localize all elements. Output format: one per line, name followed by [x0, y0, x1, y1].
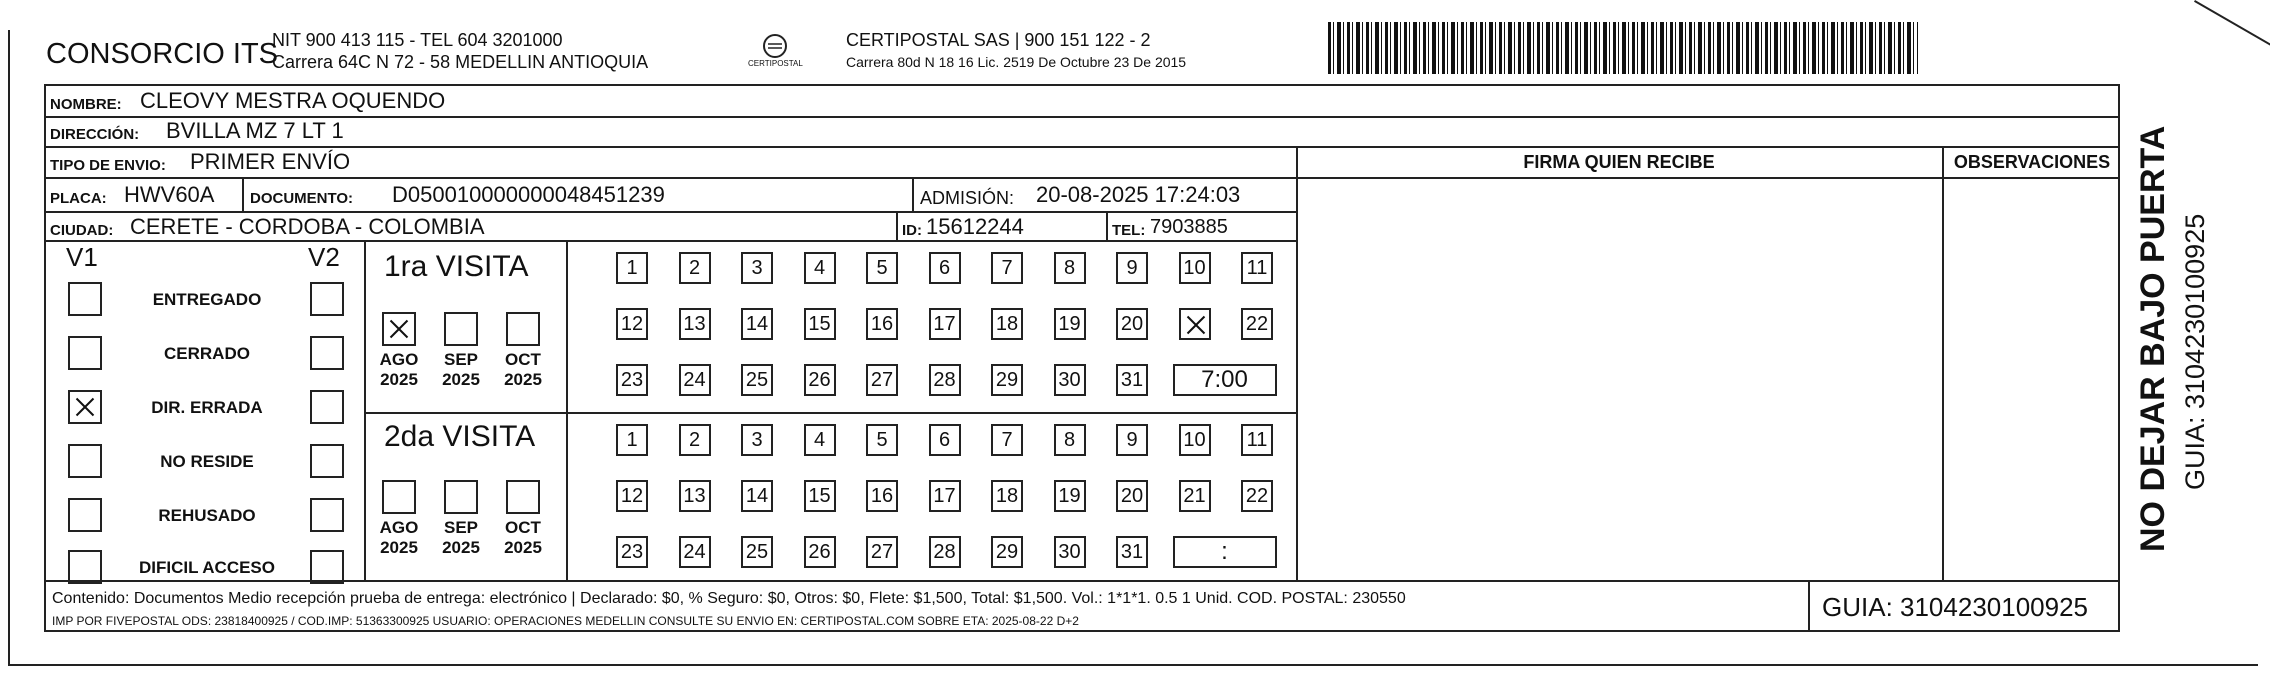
day-box[interactable]: 17 [929, 480, 961, 512]
day-box[interactable]: 24 [679, 536, 711, 568]
company-nit: NIT 900 413 115 - TEL 604 3201000 [272, 30, 563, 50]
day-box[interactable]: 3 [741, 252, 773, 284]
day-box[interactable]: 2 [679, 424, 711, 456]
month-checkbox[interactable] [444, 312, 478, 346]
day-box[interactable]: 31 [1116, 536, 1148, 568]
visita1-title: 1ra VISITA [384, 250, 529, 283]
footer-imp: IMP POR FIVEPOSTAL ODS: 23818400925 / COD.IMP: 51363300925 USUARIO: OPERACIONES MEDELLIN CONSULTE SU ENVIO EN: CERTIPOSTAL.COM SOBRE ETA: 2025-08-22 D+2 [52, 614, 1079, 628]
id-label: ID: [902, 222, 922, 239]
day-box[interactable]: 16 [866, 480, 898, 512]
day-box[interactable]: 22 [1241, 308, 1273, 340]
status-option-label: CERRADO [164, 344, 250, 363]
tel-label: TEL: [1112, 222, 1146, 239]
certipostal-logo-icon [740, 32, 810, 72]
side-guia: GUIA: 3104230100925 [2180, 213, 2210, 490]
v2-checkbox[interactable] [310, 282, 344, 316]
day-box[interactable]: 2 [679, 252, 711, 284]
tipo-value: PRIMER ENVÍO [190, 149, 351, 174]
visita2-title: 2da VISITA [384, 420, 536, 453]
day-box[interactable]: 7 [991, 252, 1023, 284]
day-box[interactable]: 9 [1116, 252, 1148, 284]
month-checkbox[interactable] [506, 480, 540, 514]
v1-checkbox[interactable] [68, 550, 102, 584]
day-box[interactable]: 8 [1054, 252, 1086, 284]
status-option-label: DIFICIL ACCESO [138, 558, 275, 577]
status-option-label: ENTREGADO [152, 290, 262, 309]
direccion-label: DIRECCIÓN: [50, 126, 140, 143]
day-box[interactable]: 31 [1116, 364, 1148, 396]
day-box[interactable]: 27 [866, 536, 898, 568]
nombre-value: CLEOVY MESTRA OQUENDO [140, 88, 446, 113]
day-box[interactable]: 14 [741, 308, 773, 340]
year-label: 2025 [442, 370, 480, 389]
v1-header: V1 [66, 242, 98, 272]
v2-checkbox[interactable] [310, 336, 344, 370]
year-label: 2025 [380, 538, 418, 557]
direccion-value: BVILLA MZ 7 LT 1 [166, 118, 344, 143]
month-label: SEP [443, 350, 479, 369]
day-box[interactable]: 9 [1116, 424, 1148, 456]
observaciones-header: OBSERVACIONES [1953, 152, 2111, 172]
year-label: 2025 [380, 370, 418, 389]
day-box[interactable]: 5 [866, 424, 898, 456]
placa-label: PLACA: [50, 190, 107, 207]
day-box[interactable]: 6 [929, 424, 961, 456]
day-box[interactable]: 20 [1116, 308, 1148, 340]
status-option-label: DIR. ERRADA [151, 398, 263, 417]
day-box[interactable]: 21 [1179, 480, 1211, 512]
col-divider [242, 177, 244, 211]
v2-checkbox[interactable] [310, 444, 344, 478]
month-label: SEP [443, 518, 479, 537]
year-label: 2025 [504, 370, 542, 389]
day-box[interactable]: 23 [616, 536, 648, 568]
ciudad-value: CERETE - CORDOBA - COLOMBIA [130, 214, 485, 239]
day-box[interactable]: 30 [1054, 364, 1086, 396]
day-box[interactable]: 8 [1054, 424, 1086, 456]
time-box[interactable]: : [1173, 536, 1277, 568]
v1-checkbox[interactable] [68, 444, 102, 478]
day-box[interactable] [1179, 308, 1211, 340]
day-box[interactable]: 27 [866, 364, 898, 396]
day-box[interactable]: 1 [616, 424, 648, 456]
nombre-label: NOMBRE: [50, 96, 122, 113]
row-divider [44, 211, 1296, 213]
col-divider [1106, 211, 1108, 240]
month-checkbox[interactable] [382, 312, 416, 346]
status-option-label: NO RESIDE [160, 452, 254, 471]
tipo-label: TIPO DE ENVIO: [50, 157, 166, 174]
col-divider [364, 240, 366, 580]
admision-value: 20-08-2025 17:24:03 [1036, 182, 1241, 207]
v1-checkbox[interactable] [68, 282, 102, 316]
day-box[interactable]: 14 [741, 480, 773, 512]
day-box[interactable]: 19 [1054, 308, 1086, 340]
col-divider [912, 177, 914, 211]
day-box[interactable]: 28 [929, 536, 961, 568]
row-divider [44, 116, 2120, 118]
firma-header: FIRMA QUIEN RECIBE [1523, 152, 1715, 172]
day-box[interactable]: 11 [1241, 424, 1273, 456]
month-label: OCT [505, 350, 541, 369]
day-box[interactable]: 3 [741, 424, 773, 456]
company-name: CONSORCIO ITS [46, 38, 279, 70]
ciudad-label: CIUDAD: [50, 222, 114, 239]
day-box[interactable]: 10 [1179, 424, 1211, 456]
v1-checkbox[interactable] [68, 498, 102, 532]
day-box[interactable]: 28 [929, 364, 961, 396]
time-box[interactable]: 7:00 [1173, 364, 1277, 396]
day-box[interactable]: 29 [991, 536, 1023, 568]
day-box[interactable]: 15 [804, 308, 836, 340]
status-option-label: REHUSADO [158, 506, 256, 525]
col-divider [1942, 146, 1944, 580]
v1-checkbox[interactable] [68, 336, 102, 370]
month-checkbox[interactable] [382, 480, 416, 514]
day-box[interactable]: 17 [929, 308, 961, 340]
day-box[interactable]: 12 [616, 480, 648, 512]
admision-label: ADMISIÓN: [920, 188, 1015, 208]
certipostal-address: Carrera 80d N 18 16 Lic. 2519 De Octubre 23 De 2015 [846, 54, 1187, 70]
day-box[interactable]: 4 [804, 252, 836, 284]
row-divider [364, 412, 1296, 414]
day-box[interactable]: 22 [1241, 480, 1273, 512]
left-frame-line [8, 30, 10, 664]
id-value: 15612244 [926, 214, 1024, 239]
v1-checkbox[interactable] [68, 390, 102, 424]
row-divider [44, 146, 2120, 148]
day-box[interactable]: 30 [1054, 536, 1086, 568]
v2-checkbox[interactable] [310, 390, 344, 424]
col-divider [1296, 146, 1298, 580]
day-box[interactable]: 29 [991, 364, 1023, 396]
day-box[interactable]: 10 [1179, 252, 1211, 284]
day-box[interactable]: 18 [991, 480, 1023, 512]
day-box[interactable]: 26 [804, 536, 836, 568]
v2-checkbox[interactable] [310, 498, 344, 532]
v2-checkbox[interactable] [310, 550, 344, 584]
row-divider [44, 240, 1296, 242]
day-box[interactable]: 7 [991, 424, 1023, 456]
month-checkbox[interactable] [506, 312, 540, 346]
month-label: AGO [379, 350, 419, 369]
footer-guia: GUIA: 3104230100925 [1822, 592, 2088, 622]
row-divider [44, 177, 1296, 179]
month-label: OCT [505, 518, 541, 537]
day-box[interactable]: 25 [741, 364, 773, 396]
row-divider [1296, 177, 2120, 179]
day-box[interactable]: 23 [616, 364, 648, 396]
documento-value: D050010000000048451239 [392, 182, 665, 207]
day-box[interactable]: 20 [1116, 480, 1148, 512]
day-box[interactable]: 15 [804, 480, 836, 512]
documento-label: DOCUMENTO: [250, 190, 354, 207]
bottom-frame-line [8, 664, 2258, 666]
year-label: 2025 [442, 538, 480, 557]
day-box[interactable]: 26 [804, 364, 836, 396]
footer-content: Contenido: Documentos Medio recepción prueba de entrega: electrónico | Declarado: $0, % Seguro: $0, Otros: $0, Flete: $1,500, Total: $1,500. Vol.: 1*1*1. 0.5 1 Unid. COD. POSTAL: 230550 [52, 590, 1406, 607]
side-warning: NO DEJAR BAJO PUERTA [2134, 125, 2172, 552]
day-box[interactable]: 19 [1054, 480, 1086, 512]
certipostal-info: CERTIPOSTAL SAS | 900 151 122 - 2 [846, 30, 1151, 50]
barcode [1328, 22, 1918, 74]
corner-diagonal [2194, 0, 2270, 57]
day-box[interactable]: 11 [1241, 252, 1273, 284]
tel-value: 7903885 [1150, 216, 1228, 238]
year-label: 2025 [504, 538, 542, 557]
month-label: AGO [379, 518, 419, 537]
col-divider [896, 211, 898, 240]
day-box[interactable]: 25 [741, 536, 773, 568]
day-box[interactable]: 4 [804, 424, 836, 456]
col-divider [1808, 580, 1810, 632]
day-box[interactable]: 6 [929, 252, 961, 284]
logo-caption: CERTIPOSTAL [748, 59, 803, 68]
month-checkbox[interactable] [444, 480, 478, 514]
v2-header: V2 [308, 242, 340, 272]
day-box[interactable]: 12 [616, 308, 648, 340]
col-divider [566, 240, 568, 580]
day-box[interactable]: 5 [866, 252, 898, 284]
day-box[interactable]: 24 [679, 364, 711, 396]
day-box[interactable]: 18 [991, 308, 1023, 340]
day-box[interactable]: 1 [616, 252, 648, 284]
day-box[interactable]: 16 [866, 308, 898, 340]
day-box[interactable]: 13 [679, 308, 711, 340]
placa-value: HWV60A [124, 182, 215, 207]
company-address: Carrera 64C N 72 - 58 MEDELLIN ANTIOQUIA [272, 52, 649, 72]
day-box[interactable]: 13 [679, 480, 711, 512]
